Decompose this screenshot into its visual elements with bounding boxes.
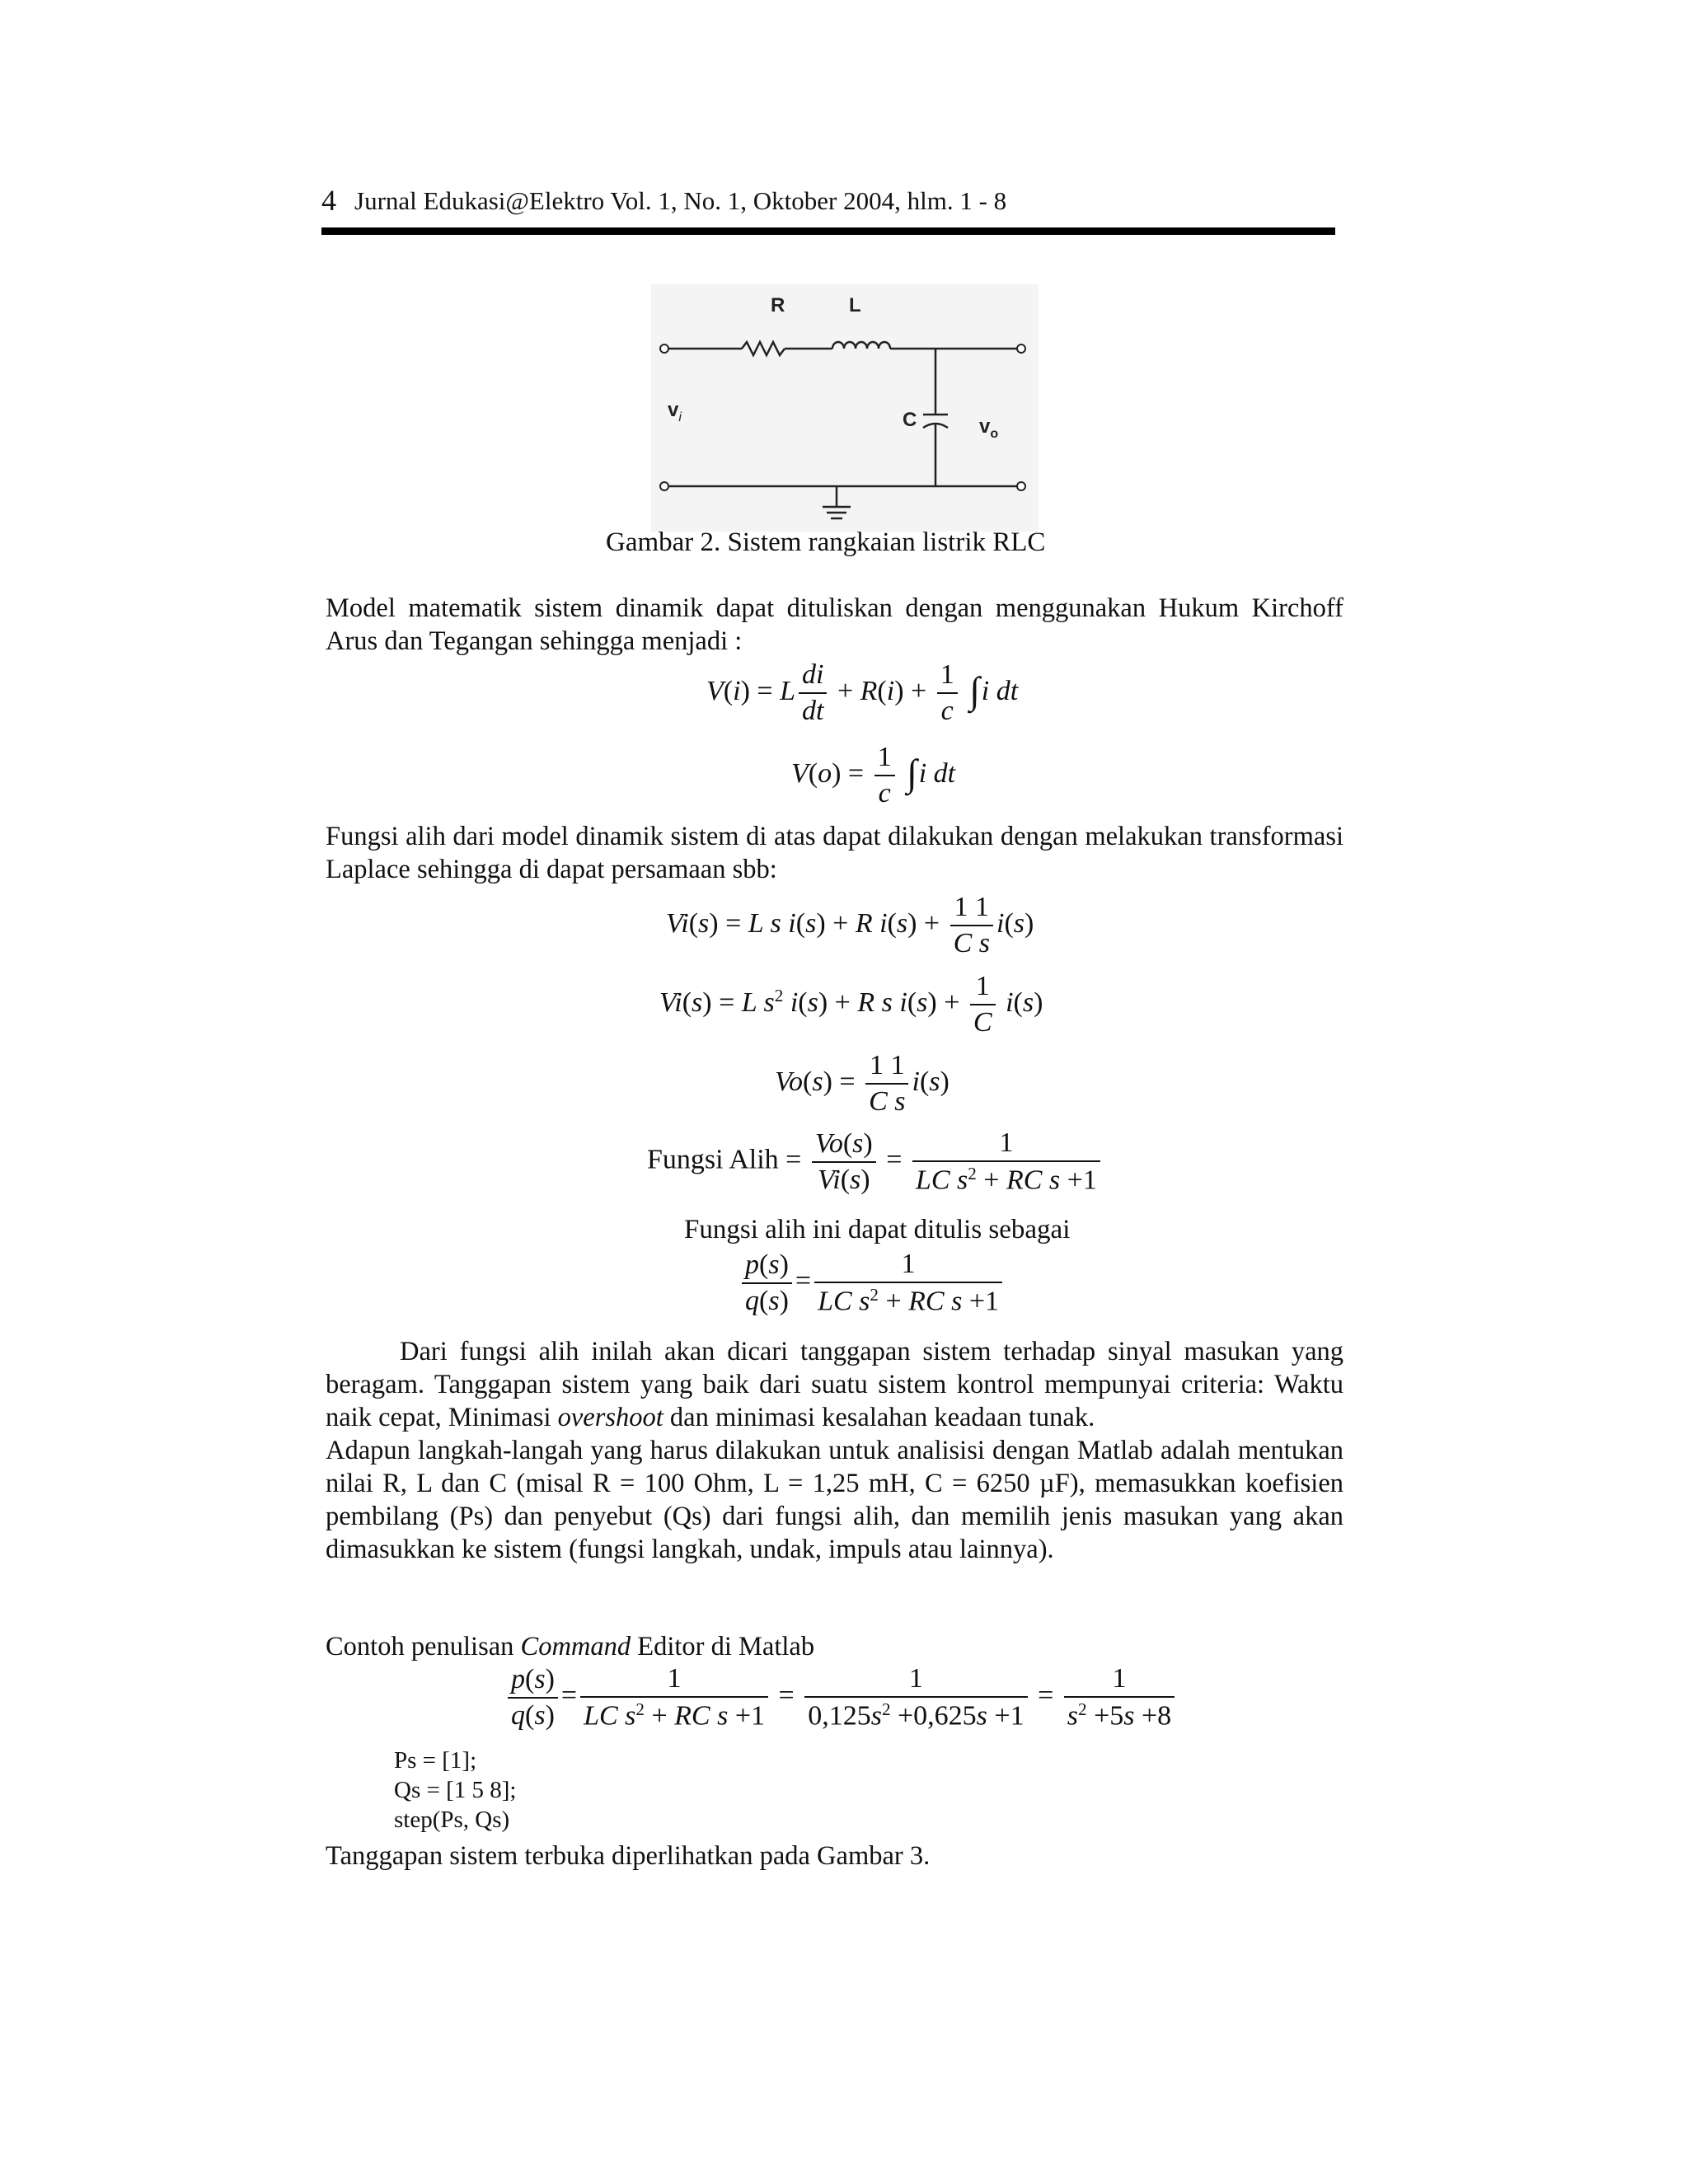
paragraph-response: Dari fungsi alih inilah akan dicari tanggapan sistem terhadap sinyal masukan yang beragam. Tanggapan sistem yang baik dari suatu sistem kontrol mempunyai criteria: Waktu naik cepat, Minimasi overshoot dan minimasi kesalahan keadaan tunak. [326,1337,1343,1432]
label-C: C [903,409,917,431]
paragraph-model: Model matematik sistem dinamik dapat dituliskan dengan menggunakan Hukum Kirchoff Arus dan Tegangan sehingga menjadi : [326,593,1343,656]
equation-vo: V(o) = $\frac{1}{c}$ ∫i dt [791,742,956,808]
paragraph-laplace: Fungsi alih dari model dinamik sistem di atas dapat dilakukan dengan melakukan transformasi Laplace sehingga di dapat persamaan sbb: [326,822,1343,884]
terminal-out-bottom [1017,482,1025,490]
terminal-in-bottom [660,482,668,490]
equation-numeric-tf: $\frac{p(s)}{q(s)}$ = $\frac{1}{LC s^2 + RC s +1}$ = $\frac{1}{0,125s^2 +0,625s +1}$ = $\frac{1}{s^2 +5s +8}$ [504,1663,1178,1732]
equation-vo-s: Vo(s) = $\frac{1 1}{\text{C s}}$ i(s) [775,1050,950,1117]
equation-laplace-1: Vi(s) = L s i(s) + R i(s) + $\frac{1 1}{\text{C s}}$ i(s) [666,892,1034,958]
terminal-in-top [660,344,668,353]
header-rule [321,227,1335,235]
transfer-function-label: Fungsi Alih = [647,1144,802,1175]
code-line-1: Ps = [1]; [394,1747,477,1774]
equation-vi: V(i) = L $\frac{di}{dt}$ + R(i) + $\frac{1}{c}$ ∫i dt [706,659,1019,726]
equation-pq: $\frac{p(s)}{q(s)}$ = $\frac{1}{LC s^2 + RC s +1}$ [738,1249,1006,1318]
label-vi: $v_i$ [668,399,682,424]
equation-laplace-2: Vi(s) = L $s^2$ i(s) + R s i(s) + $\frac{1}{C}$ i(s) [659,971,1043,1038]
code-line-3: step(Ps, Qs) [394,1807,510,1833]
label-L: L [849,294,861,316]
paragraph-written-as: Fungsi alih ini dapat ditulis sebagai [684,1215,1071,1244]
paragraph-figure-ref: Tanggapan sistem terbuka diperlihatkan pada Gambar 3. [326,1841,931,1871]
label-R: R [771,294,785,316]
page-number: 4 [321,184,336,217]
code-line-2: Qs = [1 5 8]; [394,1777,517,1803]
equation-transfer-function: Fungsi Alih = $\frac{Vo(s)}{Vi(s)}$ = $\frac{1}{LC s^2 + RC s +1}$ [647,1127,1104,1197]
label-vo: $v_o$ [979,415,999,441]
paragraph-command-example: Contoh penulisan Command Editor di Matlab [326,1632,815,1661]
terminal-out-top [1017,344,1025,353]
figure-caption: Gambar 2. Sistem rangkaian listrik RLC [606,527,1046,557]
journal-title: Jurnal Edukasi@Elektro Vol. 1, No. 1, Oktober 2004, hlm. 1 - 8 [354,186,1007,215]
paragraph-steps: Adapun langkah-langah yang harus dilakukan untuk analisisi dengan Matlab adalah mentukan nilai R, L dan C (misal R = 100 Ohm, L = 1,25 mH, C = 6250 µF), memasukkan koefisien pembilang (Ps) dan penyebut (Qs) dari fungsi alih, dan memilih jenis masukan yang akan dimasukkan ke sistem (fungsi langkah, undak, impuls atau lainnya). [326,1436,1343,1564]
rlc-circuit-diagram [651,284,1039,532]
